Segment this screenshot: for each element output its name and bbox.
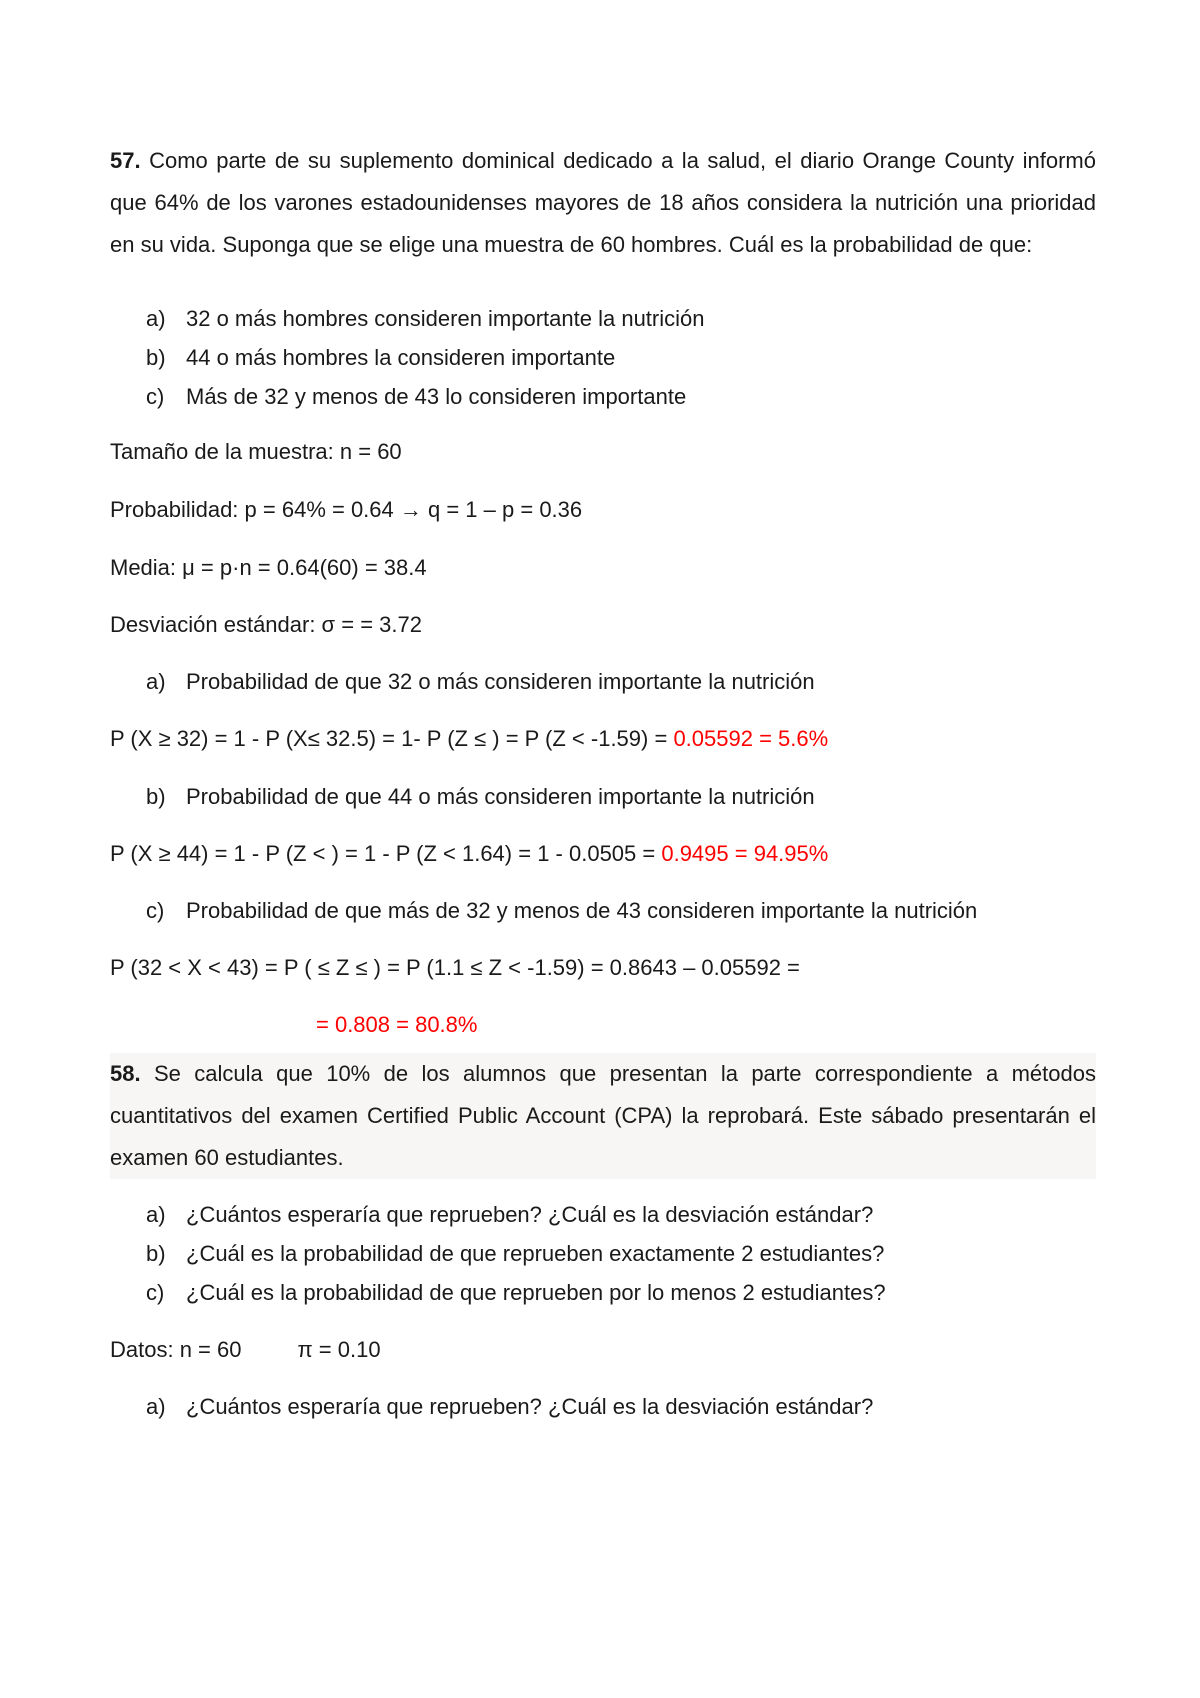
option-text: Probabilidad de que 44 o más consideren importante la nutrición: [186, 784, 815, 809]
sample-size-line: Tamaño de la muestra: n = 60: [110, 439, 402, 464]
option-text: ¿Cuál es la probabilidad de que reprueben por lo menos 2 estudiantes?: [186, 1280, 886, 1305]
option-text: 44 o más hombres la consideren importante: [186, 345, 616, 370]
data-line: [110, 1335, 381, 1365]
calculation-a: [110, 724, 828, 754]
data-pi: π = 0.10: [297, 1337, 381, 1362]
sub-question-c: [146, 896, 977, 926]
option-label: c): [146, 898, 165, 923]
option-b: [146, 1233, 886, 1275]
sub-question-a: [146, 1392, 873, 1422]
option-label: a): [146, 669, 166, 694]
problem-text: Como parte de su suplemento dominical dedicado a la salud, el diario Orange County informó que 64% de los varones estadounidenses mayores de 18 años considera la nutrición una prioridad en su vida. Suponga que se elige una muestra de 60 hombres. Cuál es la probabilidad de que:: [110, 148, 1096, 257]
option-label: a): [146, 306, 166, 331]
option-c: [146, 376, 705, 418]
problem-number: 58.: [110, 1061, 141, 1086]
calculation-c: P (32 < X < 43) = P ( ≤ Z ≤ ) = P (1.1 ≤ Z < -1.59) = 0.8643 – 0.05592 =: [110, 955, 800, 980]
probability-p: Probabilidad: p = 64% = 0.64: [110, 497, 400, 522]
std-dev-line: Desviación estándar: σ = = 3.72: [110, 612, 422, 637]
problem-57-options: [146, 298, 705, 418]
problem-58-options: [146, 1194, 886, 1314]
result-b: 0.9495 = 94.95%: [661, 841, 829, 866]
calculation-text: P (X ≥ 44) = 1 - P (Z < ) = 1 - P (Z < 1.64) = 1 - 0.0505 =: [110, 841, 662, 866]
calculation-text: P (X ≥ 32) = 1 - P (X≤ 32.5) = 1- P (Z ≤ ) = P (Z < -1.59) =: [110, 726, 674, 751]
option-a: [146, 298, 705, 340]
option-b: [146, 337, 705, 379]
problem-text: Se calcula que 10% de los alumnos que presentan la parte correspondiente a métodos cuantitativos del examen Certified Public Account (CPA) la reprobará. Este sábado presentarán el examen 60 estudiantes.: [110, 1061, 1096, 1170]
option-label: b): [146, 345, 166, 370]
sub-question-a: [146, 667, 815, 697]
option-label: a): [146, 1394, 166, 1419]
problem-58-statement: [110, 1053, 1096, 1179]
option-label: c): [146, 384, 165, 409]
probability-line: [110, 495, 582, 525]
option-c: [146, 1272, 886, 1314]
option-text: Probabilidad de que más de 32 y menos de 43 consideren importante la nutrición: [186, 898, 978, 923]
arrow-right-icon: →: [399, 497, 422, 522]
option-label: a): [146, 1202, 166, 1227]
option-label: b): [146, 784, 166, 809]
option-text: Más de 32 y menos de 43 lo consideren importante: [186, 384, 687, 409]
option-text: 32 o más hombres consideren importante la nutrición: [186, 306, 705, 331]
result-c: = 0.808 = 80.8%: [316, 1012, 478, 1037]
probability-q: q = 1 – p = 0.36: [421, 497, 583, 522]
option-text: Probabilidad de que 32 o más consideren importante la nutrición: [186, 669, 815, 694]
option-text: ¿Cuál es la probabilidad de que reprueben exactamente 2 estudiantes?: [186, 1241, 885, 1266]
option-label: c): [146, 1280, 165, 1305]
option-text: ¿Cuántos esperaría que reprueben? ¿Cuál es la desviación estándar?: [186, 1202, 874, 1227]
sub-question-b: [146, 782, 815, 812]
option-label: b): [146, 1241, 166, 1266]
problem-57-statement: [110, 140, 1096, 266]
mean-line: Media: μ = p·n = 0.64(60) = 38.4: [110, 555, 427, 580]
calculation-b: [110, 839, 828, 869]
option-a: [146, 1194, 886, 1236]
result-a: 0.05592 = 5.6%: [673, 726, 829, 751]
data-n: Datos: n = 60: [110, 1337, 242, 1362]
option-text: ¿Cuántos esperaría que reprueben? ¿Cuál es la desviación estándar?: [186, 1394, 874, 1419]
problem-number: 57.: [110, 148, 141, 173]
